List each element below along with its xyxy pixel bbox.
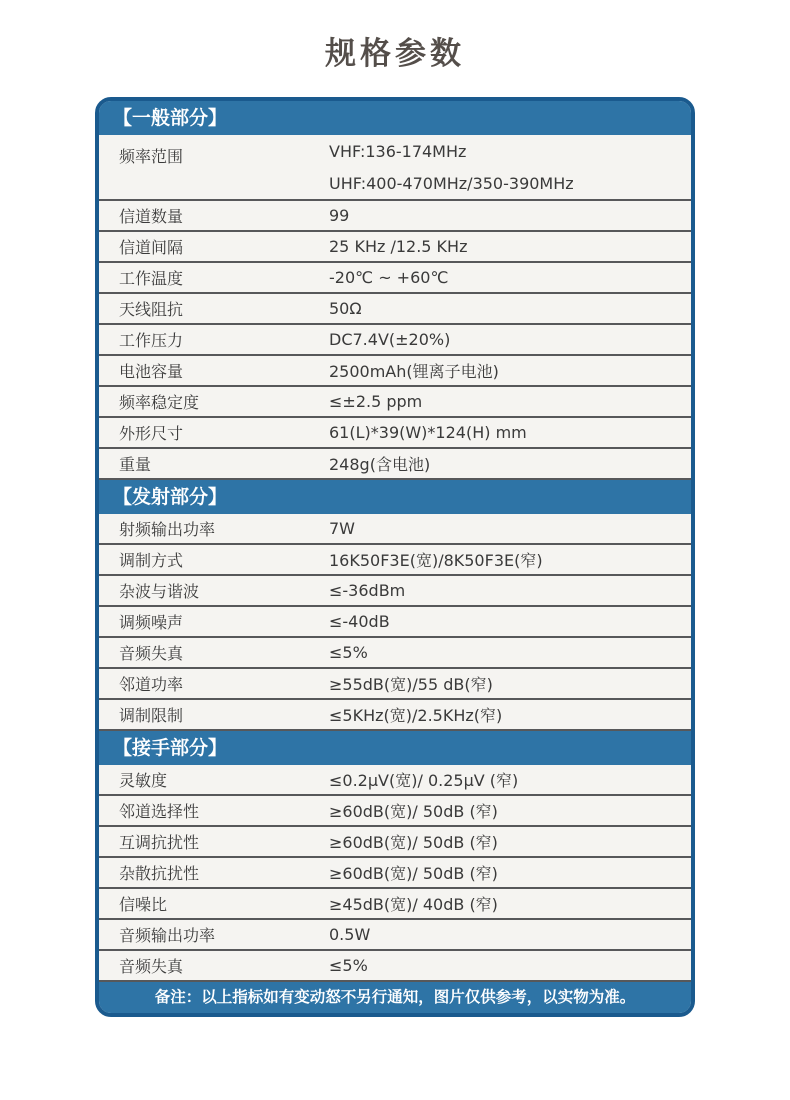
- spec-value: ≤5%: [329, 643, 368, 662]
- spec-row: [99, 920, 691, 951]
- spec-label: 信道数量: [119, 207, 184, 226]
- spec-label: 杂散抗扰性: [119, 864, 200, 883]
- spec-value: UHF:400-470MHz/350-390MHz: [329, 173, 574, 193]
- spec-value: 16K50F3E(宽)/8K50F3E(窄): [329, 551, 543, 570]
- spec-row: [99, 827, 691, 858]
- section-header-transmit: 【发射部分】: [99, 480, 691, 514]
- spec-row: [99, 232, 691, 263]
- spec-value: ≤5%: [329, 956, 368, 975]
- spec-row: [99, 638, 691, 669]
- spec-label: 邻道选择性: [119, 802, 200, 821]
- spec-label: 信噪比: [119, 895, 168, 914]
- section-header-receive: 【接手部分】: [99, 731, 691, 765]
- spec-value: ≤±2.5 ppm: [329, 392, 423, 411]
- spec-value: ≤-40dB: [329, 612, 390, 631]
- spec-row: [99, 607, 691, 638]
- spec-value: 248g(含电池): [329, 455, 431, 474]
- spec-row: [99, 700, 691, 731]
- spec-value: ≥60dB(宽)/ 50dB (窄): [329, 802, 498, 821]
- spec-label: 频率范围: [119, 147, 184, 166]
- footer-note: 备注：以上指标如有变动怒不另行通知，图片仅供参考，以实物为准。: [99, 982, 691, 1013]
- spec-row: [99, 545, 691, 576]
- spec-label: 工作压力: [119, 331, 184, 350]
- spec-value: ≥60dB(宽)/ 50dB (窄): [329, 864, 498, 883]
- spec-value: ≥45dB(宽)/ 40dB (窄): [329, 895, 498, 914]
- spec-value: 61(L)*39(W)*124(H) mm: [329, 423, 527, 442]
- spec-value: ≤-36dBm: [329, 581, 406, 600]
- spec-row: [99, 576, 691, 607]
- spec-row: [99, 889, 691, 920]
- spec-label: 重量: [119, 455, 152, 474]
- spec-label: 调频噪声: [119, 613, 184, 632]
- spec-row: [99, 796, 691, 827]
- spec-label: 杂波与谐波: [119, 582, 200, 601]
- spec-row: [99, 356, 691, 387]
- spec-label: 调制方式: [119, 551, 184, 570]
- spec-row: [99, 201, 691, 232]
- spec-row: [99, 135, 691, 201]
- spec-label: 邻道功率: [119, 675, 184, 694]
- spec-label: 互调抗扰性: [119, 833, 200, 852]
- spec-label: 音频失真: [119, 957, 184, 976]
- spec-value: ≥60dB(宽)/ 50dB (窄): [329, 833, 498, 852]
- spec-row: [99, 294, 691, 325]
- spec-label: 频率稳定度: [119, 393, 200, 412]
- spec-value: 99: [329, 206, 350, 225]
- spec-row: [99, 418, 691, 449]
- spec-row: [99, 263, 691, 294]
- spec-value: 50Ω: [329, 299, 362, 318]
- spec-row: [99, 951, 691, 982]
- spec-label: 天线阻抗: [119, 300, 184, 319]
- spec-value: 2500mAh(锂离子电池): [329, 362, 499, 381]
- spec-value: VHF:136-174MHz: [329, 141, 467, 161]
- spec-label: 外形尺寸: [119, 424, 184, 443]
- spec-row: [99, 514, 691, 545]
- spec-value: ≥55dB(宽)/55 dB(窄): [329, 675, 493, 694]
- spec-value: 25 KHz /12.5 KHz: [329, 237, 468, 256]
- spec-value: DC7.4V(±20%): [329, 330, 451, 349]
- spec-label: 音频输出功率: [119, 926, 216, 945]
- spec-row: [99, 669, 691, 700]
- section-header-general: 【一般部分】: [99, 101, 691, 135]
- spec-table: [95, 97, 695, 1017]
- spec-label: 射频输出功率: [119, 520, 216, 539]
- spec-label: 信道间隔: [119, 238, 184, 257]
- spec-value: 0.5W: [329, 925, 371, 944]
- spec-value: 7W: [329, 519, 355, 538]
- spec-value: ≤5KHz(宽)/2.5KHz(窄): [329, 706, 503, 725]
- spec-row: [99, 449, 691, 480]
- spec-row: [99, 765, 691, 796]
- spec-label: 灵敏度: [119, 771, 168, 790]
- spec-value: ≤0.2μV(宽)/ 0.25μV (窄): [329, 771, 519, 790]
- spec-row: [99, 387, 691, 418]
- spec-value: -20℃ ~ +60℃: [329, 268, 449, 287]
- spec-label: 电池容量: [119, 362, 184, 381]
- page-title: 规格参数: [325, 36, 465, 72]
- spec-row: [99, 325, 691, 356]
- spec-label: 调制限制: [119, 706, 184, 725]
- spec-label: 音频失真: [119, 644, 184, 663]
- spec-label: 工作温度: [119, 269, 184, 288]
- spec-row: [99, 858, 691, 889]
